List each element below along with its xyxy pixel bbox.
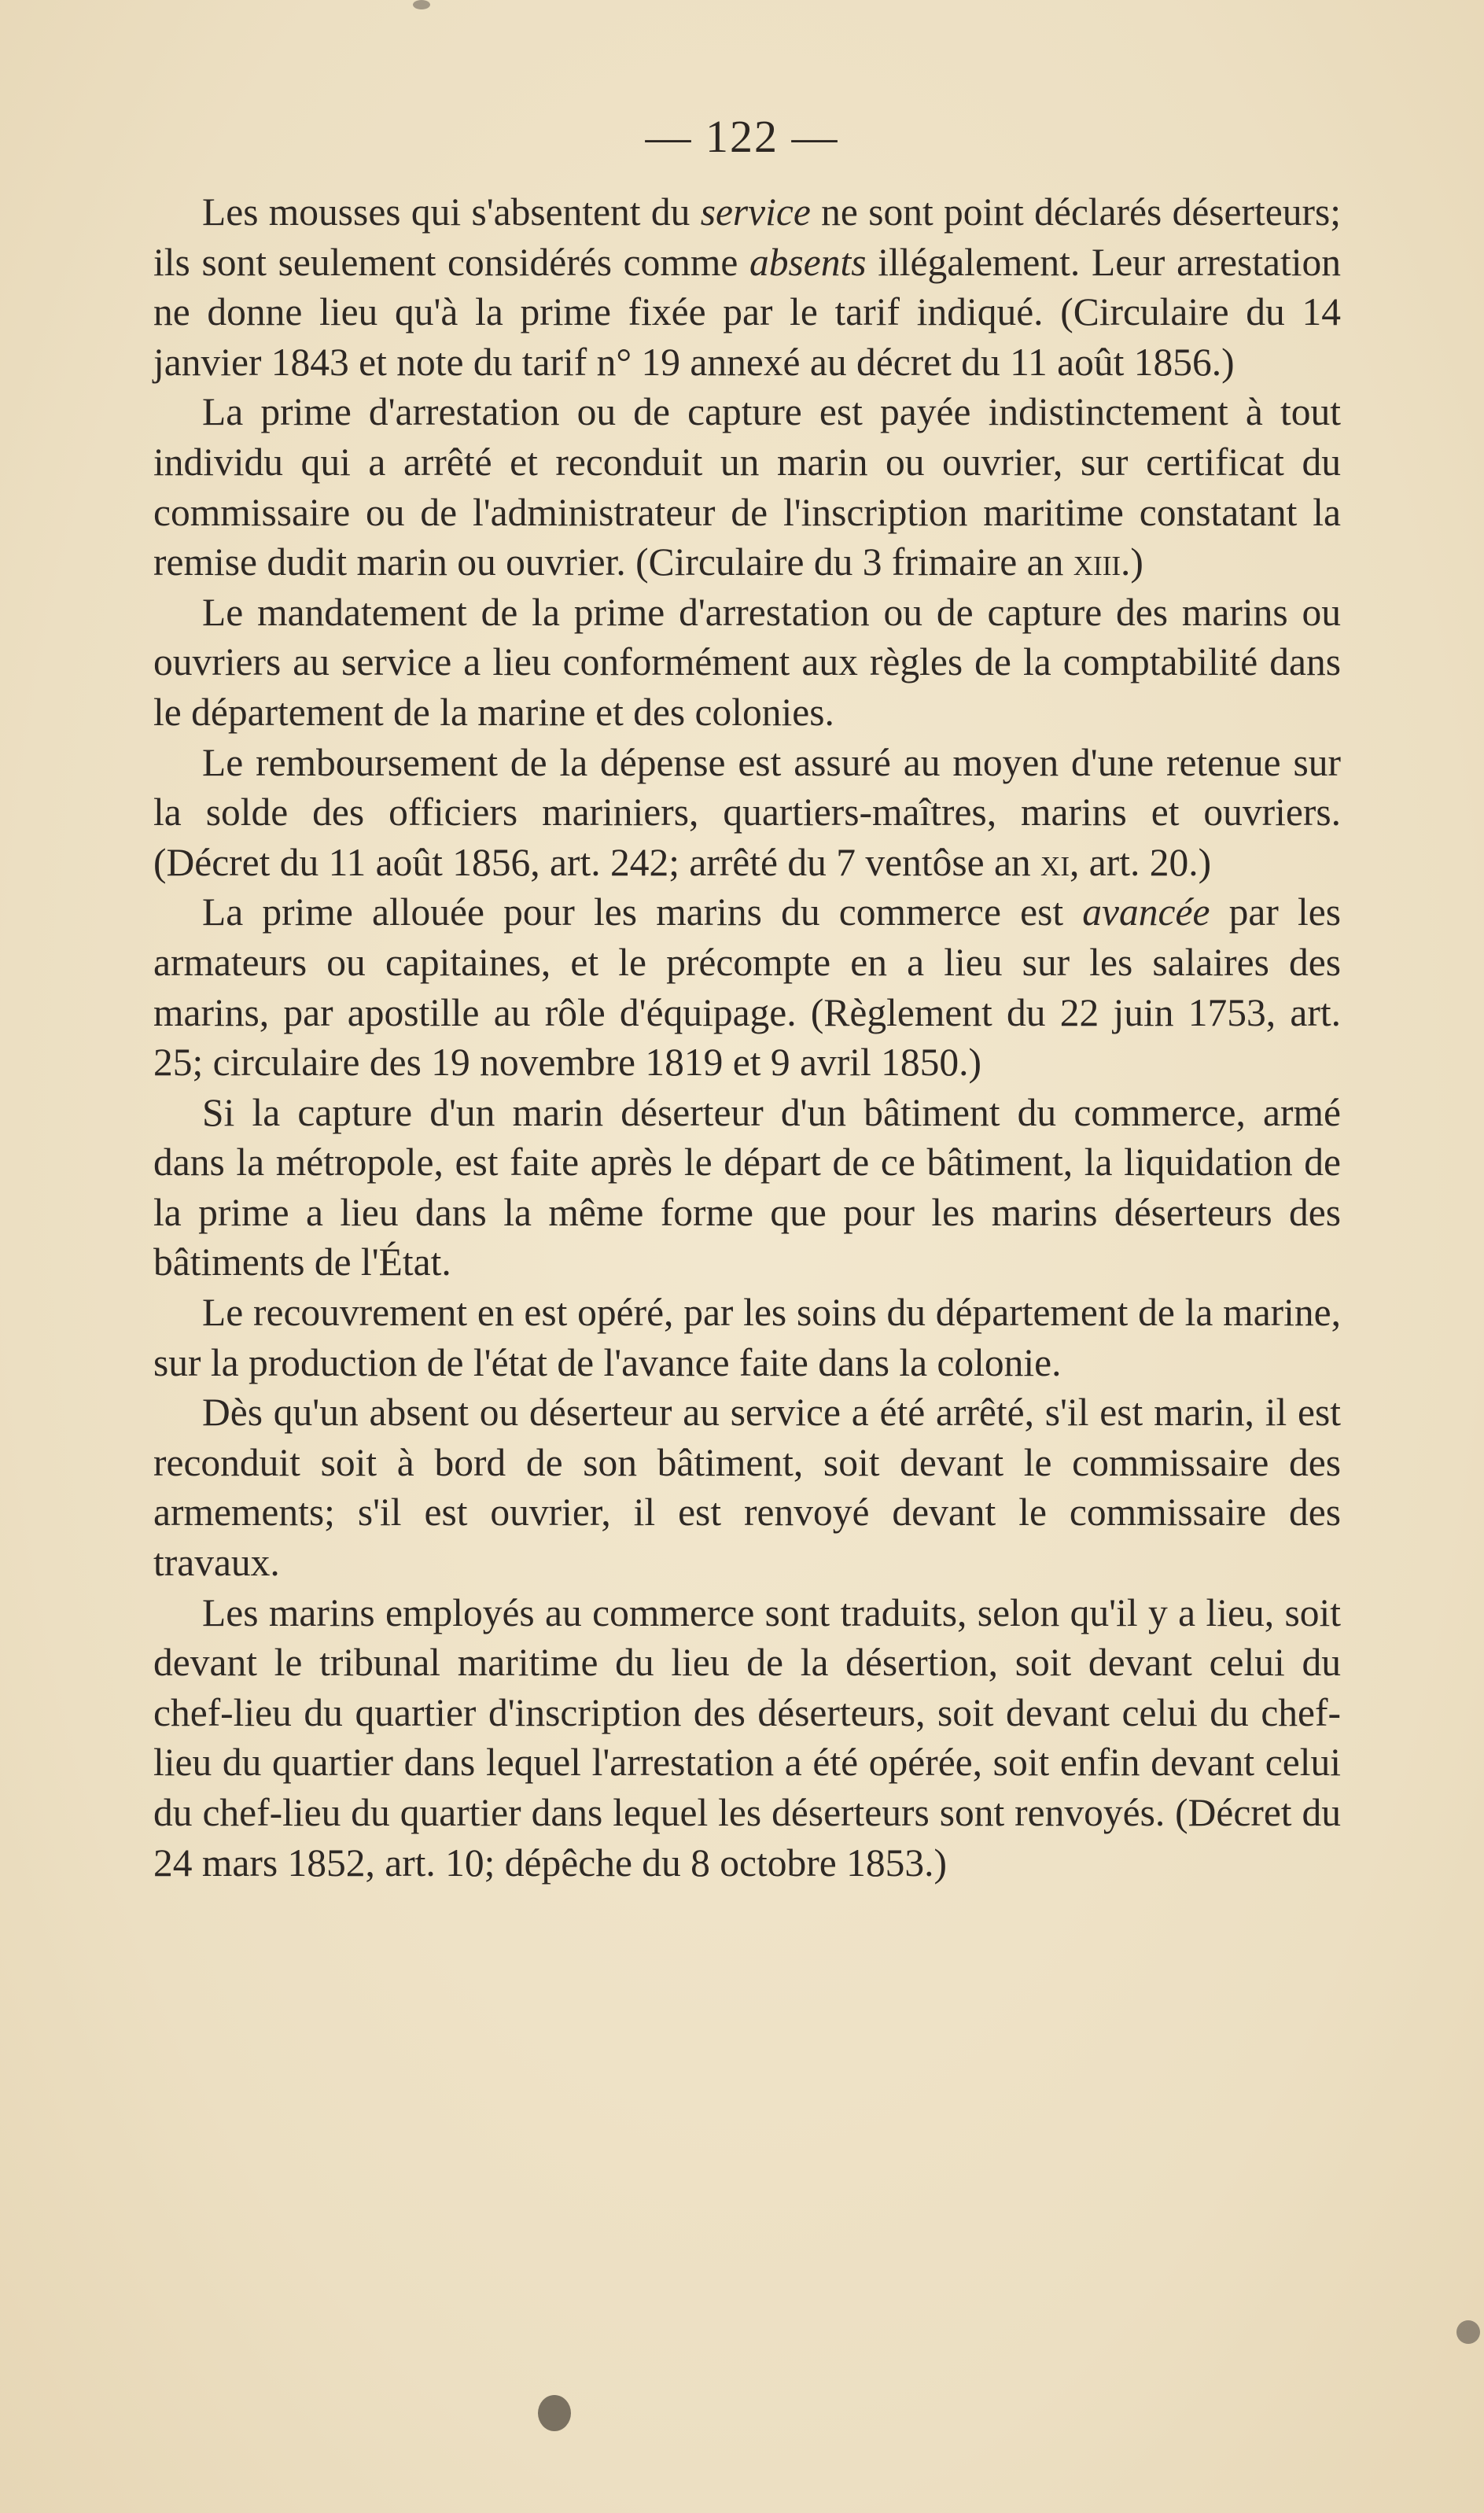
paragraph-5 — [153, 887, 1341, 1087]
paragraph-5-text-a: La prime allouée pour les marins du commerce est — [202, 890, 1083, 934]
paragraph-8 — [153, 1387, 1341, 1587]
ink-spot-margin — [1456, 2320, 1480, 2344]
paragraph-4-roman-numeral: xi — [1040, 840, 1070, 884]
paragraph-7 — [153, 1288, 1341, 1387]
paragraph-3-text: Le mandatement de la prime d'arrestation ou de capture des marins ou ouvriers au service a lieu conformément aux règles de la comptabilité dans le département de la marine et des colonies. — [153, 590, 1341, 734]
paragraph-4-text-a: Le remboursement de la dépense est assuré au moyen d'une retenue sur la solde des officiers mariniers, quartiers-maîtres, marins et ouvriers. (Décret du 11 août 1856, art. 242; arrêté du 7 ventôse an — [153, 740, 1341, 884]
paragraph-4-text-b: , art. 20.) — [1069, 840, 1212, 884]
paragraph-9 — [153, 1588, 1341, 1888]
paragraph-6 — [153, 1088, 1341, 1288]
paragraph-5-text-b: par les armateurs ou capitaines, et le précompte en a lieu sur les salaires des marins, par apostille au rôle d'équipage. (Règlement du 22 juin 1753, art. 25; circulaire des 19 novembre 1819 et 9 avril 1850.) — [153, 890, 1341, 1085]
paragraph-2-text-a: La prime d'arrestation ou de capture est payée indistinctement à tout individu qui a arrêté et reconduit un marin ou ouvrier, sur certificat du commissaire ou de l'administrateur de l'inscription maritime constatant la remise dudit marin ou ouvrier. (Circulaire du 3 frimaire an — [153, 390, 1341, 584]
paragraph-7-text: Le recouvrement en est opéré, par les soins du département de la marine, sur la production de l'état de l'avance faite dans la colonie. — [153, 1291, 1341, 1384]
paragraph-2-text-b: .) — [1121, 540, 1143, 584]
page-number: — 122 — — [645, 111, 839, 162]
paragraph-1-text-a: Les mousses qui s'absentent du — [202, 190, 701, 234]
paragraph-6-text: Si la capture d'un marin déserteur d'un bâtiment du commerce, armé dans la métropole, est faite après le départ de ce bâtiment, la liquidation de la prime a lieu dans la même forme que pour les marins déserteurs des bâtiments de l'État. — [153, 1090, 1341, 1284]
paragraph-2-roman-numeral: xiii — [1073, 540, 1121, 584]
paragraph-1 — [153, 187, 1341, 387]
ink-spot — [538, 2395, 571, 2431]
paragraph-8-text: Dès qu'un absent ou déserteur au service a été arrêté, s'il est marin, il est reconduit soit à bord de son bâtiment, soit devant le commissaire des armements; s'il est ouvrier, il est renvoyé devant le commissaire des travaux. — [153, 1391, 1341, 1585]
paragraph-1-text-c: illégalement. Leur arrestation ne donne lieu qu'à la prime fixée par le tarif indiqué. (Circulaire du 14 janvier 1843 et note du tarif n° 19 annexé au décret du 11 août 1856.) — [153, 240, 1341, 384]
paragraph-5-italic-avancee: avancée — [1082, 890, 1210, 934]
body-text — [153, 187, 1341, 1888]
ink-spot-top — [413, 0, 430, 9]
paragraph-1-italic-service: service — [700, 190, 811, 234]
paragraph-9-text: Les marins employés au commerce sont traduits, selon qu'il y a lieu, soit devant le tribunal maritime du lieu de la désertion, soit devant celui du chef-lieu du quartier d'inscription des déserteurs, soit devant celui du chef-lieu du quartier dans lequel l'arrestation a été opérée, soit enfin devant celui du chef-lieu du quartier dans lequel les déserteurs sont renvoyés. (Décret du 24 mars 1852, art. 10; dépêche du 8 octobre 1853.) — [153, 1590, 1341, 1885]
paragraph-2 — [153, 387, 1341, 587]
paragraph-3 — [153, 588, 1341, 738]
paragraph-1-italic-absents: absents — [749, 240, 867, 284]
paragraph-1-text-b: ne sont point déclarés déserteurs; ils sont seulement considérés comme — [153, 190, 1341, 284]
paragraph-4 — [153, 738, 1341, 888]
